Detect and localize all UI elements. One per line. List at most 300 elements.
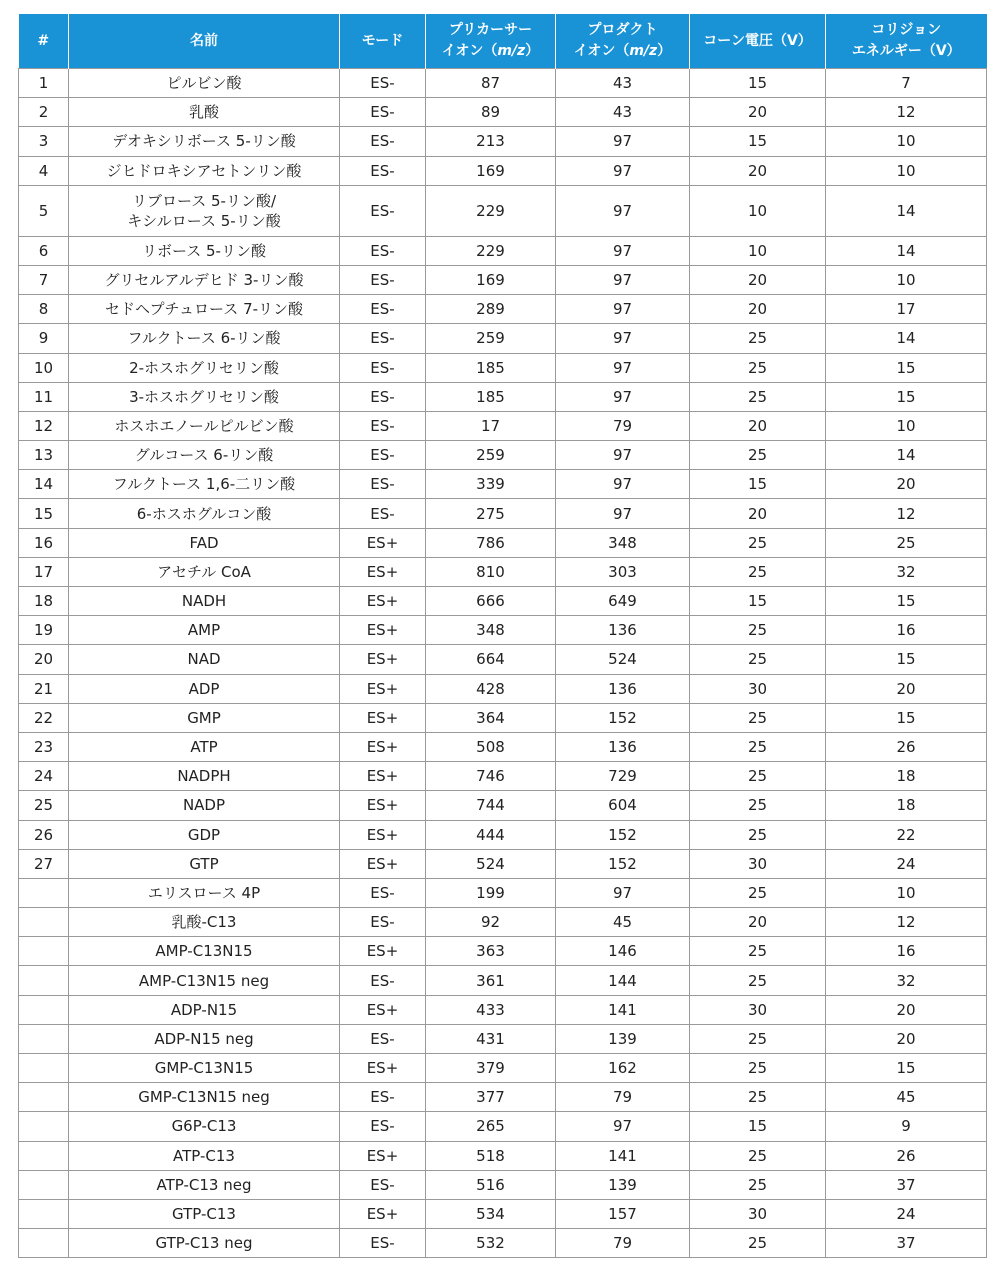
cell-product: 141 [556, 995, 690, 1024]
header-product-line2-post: ） [657, 43, 672, 59]
cell-product: 43 [556, 98, 690, 127]
header-precursor-ion [426, 14, 556, 69]
cell-number [19, 1199, 69, 1228]
cell-collision-energy: 10 [826, 411, 987, 440]
cell-cone-voltage: 20 [690, 265, 826, 294]
cell-collision-energy: 24 [826, 1199, 987, 1228]
cell-cone-voltage: 25 [690, 1024, 826, 1053]
cell-cone-voltage: 20 [690, 411, 826, 440]
cell-mode: ES- [340, 470, 426, 499]
cell-number [19, 1229, 69, 1258]
cell-name: AMP [69, 616, 340, 645]
table-row [19, 1083, 987, 1112]
cell-mode: ES+ [340, 732, 426, 761]
table-row [19, 557, 987, 586]
cell-product: 303 [556, 557, 690, 586]
cell-mode: ES- [340, 127, 426, 156]
cell-number: 17 [19, 557, 69, 586]
cell-name: ADP [69, 674, 340, 703]
cell-collision-energy: 10 [826, 156, 987, 185]
cell-mode: ES+ [340, 937, 426, 966]
cell-product: 152 [556, 849, 690, 878]
cell-product: 604 [556, 791, 690, 820]
table-row [19, 470, 987, 499]
cell-precursor: 379 [426, 1054, 556, 1083]
cell-precursor: 348 [426, 616, 556, 645]
cell-collision-energy: 20 [826, 995, 987, 1024]
cell-name: フルクトース 1,6-二リン酸 [69, 470, 340, 499]
cell-collision-energy: 26 [826, 732, 987, 761]
cell-name: AMP-C13N15 neg [69, 966, 340, 995]
cell-precursor: 229 [426, 236, 556, 265]
cell-cone-voltage: 25 [690, 937, 826, 966]
table-row [19, 703, 987, 732]
cell-collision-energy: 12 [826, 98, 987, 127]
table-row [19, 966, 987, 995]
cell-number: 13 [19, 441, 69, 470]
cell-cone-voltage: 25 [690, 732, 826, 761]
cell-name: ホスホエノールピルビン酸 [69, 411, 340, 440]
cell-number: 12 [19, 411, 69, 440]
cell-number: 10 [19, 353, 69, 382]
table-row [19, 1229, 987, 1258]
cell-name: デオキシリボース 5-リン酸 [69, 127, 340, 156]
cell-product: 136 [556, 616, 690, 645]
cell-product: 97 [556, 441, 690, 470]
cell-name: リボース 5-リン酸 [69, 236, 340, 265]
cell-precursor: 428 [426, 674, 556, 703]
cell-precursor: 92 [426, 908, 556, 937]
cell-collision-energy: 16 [826, 616, 987, 645]
header-product-line2-pre: イオン（ [573, 43, 630, 59]
cell-name-line1: リブロース 5-リン酸/ [131, 191, 277, 210]
cell-product: 97 [556, 324, 690, 353]
cell-collision-energy: 10 [826, 127, 987, 156]
cell-collision-energy: 20 [826, 470, 987, 499]
table-row [19, 1054, 987, 1083]
cell-collision-energy: 14 [826, 441, 987, 470]
cell-name: NADH [69, 587, 340, 616]
cell-mode: ES+ [340, 762, 426, 791]
cell-cone-voltage: 25 [690, 1170, 826, 1199]
cell-number: 6 [19, 236, 69, 265]
table-row [19, 791, 987, 820]
cell-mode: ES- [340, 156, 426, 185]
cell-product: 97 [556, 353, 690, 382]
cell-mode: ES- [340, 69, 426, 98]
cell-number: 11 [19, 382, 69, 411]
cell-mode: ES- [340, 1170, 426, 1199]
cell-collision-energy: 16 [826, 937, 987, 966]
mrm-table-container [18, 14, 986, 1258]
table-row [19, 1024, 987, 1053]
cell-precursor: 213 [426, 127, 556, 156]
cell-precursor: 744 [426, 791, 556, 820]
cell-precursor: 17 [426, 411, 556, 440]
table-row [19, 732, 987, 761]
cell-precursor: 516 [426, 1170, 556, 1199]
cell-product: 524 [556, 645, 690, 674]
cell-precursor: 229 [426, 185, 556, 236]
cell-cone-voltage: 25 [690, 441, 826, 470]
cell-collision-energy: 10 [826, 265, 987, 294]
header-precursor-line1: プリカーサー [448, 22, 533, 38]
cell-number: 4 [19, 156, 69, 185]
cell-number [19, 1083, 69, 1112]
table-row [19, 185, 987, 236]
cell-precursor: 524 [426, 849, 556, 878]
cell-number: 1 [19, 69, 69, 98]
cell-cone-voltage: 30 [690, 674, 826, 703]
table-row [19, 849, 987, 878]
cell-precursor: 433 [426, 995, 556, 1024]
cell-product: 97 [556, 127, 690, 156]
cell-mode: ES- [340, 382, 426, 411]
cell-name: GTP [69, 849, 340, 878]
cell-collision-energy: 22 [826, 820, 987, 849]
table-row [19, 878, 987, 907]
cell-cone-voltage: 25 [690, 791, 826, 820]
cell-precursor: 532 [426, 1229, 556, 1258]
cell-cone-voltage: 10 [690, 185, 826, 236]
header-cone-voltage: コーン電圧（V） [690, 14, 826, 69]
table-row [19, 820, 987, 849]
cell-number: 16 [19, 528, 69, 557]
cell-number [19, 937, 69, 966]
cell-mode: ES- [340, 265, 426, 294]
cell-mode: ES- [340, 98, 426, 127]
cell-collision-energy: 25 [826, 528, 987, 557]
cell-cone-voltage: 25 [690, 1141, 826, 1170]
cell-cone-voltage: 25 [690, 1083, 826, 1112]
table-row [19, 1199, 987, 1228]
cell-collision-energy: 37 [826, 1229, 987, 1258]
table-row [19, 98, 987, 127]
cell-precursor: 259 [426, 441, 556, 470]
cell-name: GTP-C13 [69, 1199, 340, 1228]
cell-mode: ES+ [340, 1141, 426, 1170]
cell-cone-voltage: 25 [690, 324, 826, 353]
header-name: 名前 [69, 14, 340, 69]
cell-cone-voltage: 20 [690, 98, 826, 127]
table-row [19, 937, 987, 966]
cell-product: 97 [556, 499, 690, 528]
cell-product: 144 [556, 966, 690, 995]
cell-precursor: 185 [426, 353, 556, 382]
header-collision-line1: コリジョン [871, 22, 942, 38]
cell-mode: ES+ [340, 528, 426, 557]
cell-name: GMP [69, 703, 340, 732]
cell-name: ATP-C13 [69, 1141, 340, 1170]
cell-cone-voltage: 25 [690, 1054, 826, 1083]
cell-collision-energy: 14 [826, 185, 987, 236]
cell-product: 43 [556, 69, 690, 98]
header-collision-energy [826, 14, 987, 69]
cell-name [69, 185, 340, 236]
cell-name: NADPH [69, 762, 340, 791]
cell-cone-voltage: 20 [690, 908, 826, 937]
table-row [19, 324, 987, 353]
cell-cone-voltage: 25 [690, 616, 826, 645]
cell-name: GMP-C13N15 [69, 1054, 340, 1083]
cell-precursor: 265 [426, 1112, 556, 1141]
cell-number: 3 [19, 127, 69, 156]
cell-cone-voltage: 15 [690, 470, 826, 499]
cell-number: 20 [19, 645, 69, 674]
cell-number [19, 1054, 69, 1083]
cell-number: 25 [19, 791, 69, 820]
cell-name: NADP [69, 791, 340, 820]
cell-product: 97 [556, 236, 690, 265]
cell-product: 97 [556, 156, 690, 185]
cell-mode: ES- [340, 1229, 426, 1258]
cell-number: 9 [19, 324, 69, 353]
cell-name: FAD [69, 528, 340, 557]
cell-cone-voltage: 25 [690, 353, 826, 382]
cell-name: セドヘプチュロース 7-リン酸 [69, 295, 340, 324]
cell-mode: ES- [340, 1083, 426, 1112]
cell-mode: ES+ [340, 703, 426, 732]
cell-mode: ES+ [340, 849, 426, 878]
cell-precursor: 518 [426, 1141, 556, 1170]
cell-cone-voltage: 15 [690, 587, 826, 616]
cell-product: 729 [556, 762, 690, 791]
cell-name: G6P-C13 [69, 1112, 340, 1141]
cell-collision-energy: 15 [826, 1054, 987, 1083]
cell-collision-energy: 12 [826, 499, 987, 528]
cell-mode: ES- [340, 236, 426, 265]
cell-name: 乳酸 [69, 98, 340, 127]
cell-number: 5 [19, 185, 69, 236]
cell-number: 18 [19, 587, 69, 616]
header-product-ion [556, 14, 690, 69]
cell-name: GMP-C13N15 neg [69, 1083, 340, 1112]
cell-collision-energy: 26 [826, 1141, 987, 1170]
cell-number [19, 908, 69, 937]
cell-cone-voltage: 25 [690, 528, 826, 557]
cell-precursor: 431 [426, 1024, 556, 1053]
cell-collision-energy: 20 [826, 674, 987, 703]
cell-mode: ES+ [340, 674, 426, 703]
cell-product: 136 [556, 674, 690, 703]
cell-name: ピルビン酸 [69, 69, 340, 98]
cell-product: 139 [556, 1170, 690, 1199]
cell-precursor: 363 [426, 937, 556, 966]
cell-precursor: 89 [426, 98, 556, 127]
cell-mode: ES- [340, 411, 426, 440]
cell-precursor: 746 [426, 762, 556, 791]
cell-name: フルクトース 6-リン酸 [69, 324, 340, 353]
cell-product: 97 [556, 878, 690, 907]
cell-collision-energy: 18 [826, 762, 987, 791]
cell-name: グルコース 6-リン酸 [69, 441, 340, 470]
cell-number: 7 [19, 265, 69, 294]
cell-name: 2-ホスホグリセリン酸 [69, 353, 340, 382]
cell-name-line2: キシルロース 5-リン酸 [127, 211, 281, 230]
cell-name: アセチル CoA [69, 557, 340, 586]
cell-product: 97 [556, 185, 690, 236]
table-row [19, 995, 987, 1024]
table-body [19, 69, 987, 1258]
table-row [19, 127, 987, 156]
cell-product: 45 [556, 908, 690, 937]
table-row [19, 411, 987, 440]
cell-collision-energy: 20 [826, 1024, 987, 1053]
cell-precursor: 169 [426, 156, 556, 185]
cell-cone-voltage: 15 [690, 69, 826, 98]
cell-product: 152 [556, 703, 690, 732]
cell-precursor: 87 [426, 69, 556, 98]
cell-name: 6-ホスホグルコン酸 [69, 499, 340, 528]
cell-mode: ES- [340, 966, 426, 995]
cell-mode: ES+ [340, 1199, 426, 1228]
cell-product: 139 [556, 1024, 690, 1053]
cell-collision-energy: 37 [826, 1170, 987, 1199]
cell-number [19, 995, 69, 1024]
cell-mode: ES+ [340, 587, 426, 616]
header-precursor-line2-pre: イオン（ [441, 43, 498, 59]
cell-precursor: 199 [426, 878, 556, 907]
header-row [19, 14, 987, 69]
cell-number: 8 [19, 295, 69, 324]
cell-collision-energy: 32 [826, 966, 987, 995]
cell-cone-voltage: 30 [690, 849, 826, 878]
table-row [19, 616, 987, 645]
cell-collision-energy: 15 [826, 382, 987, 411]
header-number: # [19, 14, 69, 69]
cell-mode: ES- [340, 908, 426, 937]
cell-product: 152 [556, 820, 690, 849]
cell-cone-voltage: 25 [690, 645, 826, 674]
table-row [19, 1141, 987, 1170]
cell-precursor: 377 [426, 1083, 556, 1112]
cell-product: 97 [556, 382, 690, 411]
cell-mode: ES- [340, 1112, 426, 1141]
cell-product: 97 [556, 265, 690, 294]
cell-mode: ES+ [340, 1054, 426, 1083]
cell-collision-energy: 7 [826, 69, 987, 98]
cell-collision-energy: 15 [826, 703, 987, 732]
cell-number [19, 1112, 69, 1141]
cell-product: 162 [556, 1054, 690, 1083]
cell-mode: ES+ [340, 616, 426, 645]
table-row [19, 382, 987, 411]
cell-number: 23 [19, 732, 69, 761]
cell-mode: ES+ [340, 557, 426, 586]
cell-number [19, 1170, 69, 1199]
cell-cone-voltage: 15 [690, 1112, 826, 1141]
header-precursor-unit: m/z [497, 43, 526, 59]
cell-number [19, 966, 69, 995]
cell-product: 136 [556, 732, 690, 761]
cell-precursor: 444 [426, 820, 556, 849]
cell-mode: ES+ [340, 791, 426, 820]
cell-cone-voltage: 25 [690, 878, 826, 907]
cell-mode: ES+ [340, 820, 426, 849]
cell-number [19, 878, 69, 907]
cell-product: 79 [556, 411, 690, 440]
cell-cone-voltage: 20 [690, 499, 826, 528]
cell-collision-energy: 18 [826, 791, 987, 820]
cell-product: 146 [556, 937, 690, 966]
cell-product: 97 [556, 470, 690, 499]
table-row [19, 587, 987, 616]
cell-product: 348 [556, 528, 690, 557]
cell-mode: ES- [340, 878, 426, 907]
cell-precursor: 666 [426, 587, 556, 616]
cell-number: 15 [19, 499, 69, 528]
table-row [19, 674, 987, 703]
cell-mode: ES- [340, 185, 426, 236]
cell-precursor: 364 [426, 703, 556, 732]
cell-product: 157 [556, 1199, 690, 1228]
cell-name: 乳酸-C13 [69, 908, 340, 937]
cell-product: 649 [556, 587, 690, 616]
cell-name: ジヒドロキシアセトンリン酸 [69, 156, 340, 185]
cell-cone-voltage: 30 [690, 995, 826, 1024]
cell-number: 26 [19, 820, 69, 849]
cell-precursor: 786 [426, 528, 556, 557]
cell-name: ADP-N15 [69, 995, 340, 1024]
header-product-unit: m/z [629, 43, 658, 59]
cell-collision-energy: 17 [826, 295, 987, 324]
table-row [19, 499, 987, 528]
cell-collision-energy: 15 [826, 353, 987, 382]
table-row [19, 908, 987, 937]
cell-name: 3-ホスホグリセリン酸 [69, 382, 340, 411]
table-row [19, 1170, 987, 1199]
cell-name: AMP-C13N15 [69, 937, 340, 966]
cell-number: 19 [19, 616, 69, 645]
cell-product: 79 [556, 1229, 690, 1258]
cell-name: ATP-C13 neg [69, 1170, 340, 1199]
cell-collision-energy: 9 [826, 1112, 987, 1141]
cell-collision-energy: 32 [826, 557, 987, 586]
cell-collision-energy: 15 [826, 645, 987, 674]
cell-cone-voltage: 25 [690, 557, 826, 586]
cell-number: 14 [19, 470, 69, 499]
table-row [19, 353, 987, 382]
cell-cone-voltage: 30 [690, 1199, 826, 1228]
cell-cone-voltage: 25 [690, 762, 826, 791]
cell-mode: ES- [340, 353, 426, 382]
cell-precursor: 339 [426, 470, 556, 499]
cell-name: エリスロース 4P [69, 878, 340, 907]
cell-mode: ES- [340, 324, 426, 353]
table-row [19, 1112, 987, 1141]
cell-product: 97 [556, 295, 690, 324]
cell-name: GDP [69, 820, 340, 849]
cell-collision-energy: 24 [826, 849, 987, 878]
cell-precursor: 534 [426, 1199, 556, 1228]
cell-name: ADP-N15 neg [69, 1024, 340, 1053]
cell-cone-voltage: 25 [690, 1229, 826, 1258]
cell-precursor: 185 [426, 382, 556, 411]
cell-mode: ES- [340, 441, 426, 470]
cell-cone-voltage: 10 [690, 236, 826, 265]
cell-precursor: 275 [426, 499, 556, 528]
cell-name: ATP [69, 732, 340, 761]
table-row [19, 265, 987, 294]
cell-collision-energy: 15 [826, 587, 987, 616]
cell-collision-energy: 45 [826, 1083, 987, 1112]
cell-cone-voltage: 25 [690, 966, 826, 995]
header-collision-line2: エネルギー（V） [851, 43, 961, 59]
cell-cone-voltage: 25 [690, 820, 826, 849]
cell-name: グリセルアルデヒド 3-リン酸 [69, 265, 340, 294]
header-precursor-line2-post: ） [525, 43, 540, 59]
cell-mode: ES- [340, 1024, 426, 1053]
